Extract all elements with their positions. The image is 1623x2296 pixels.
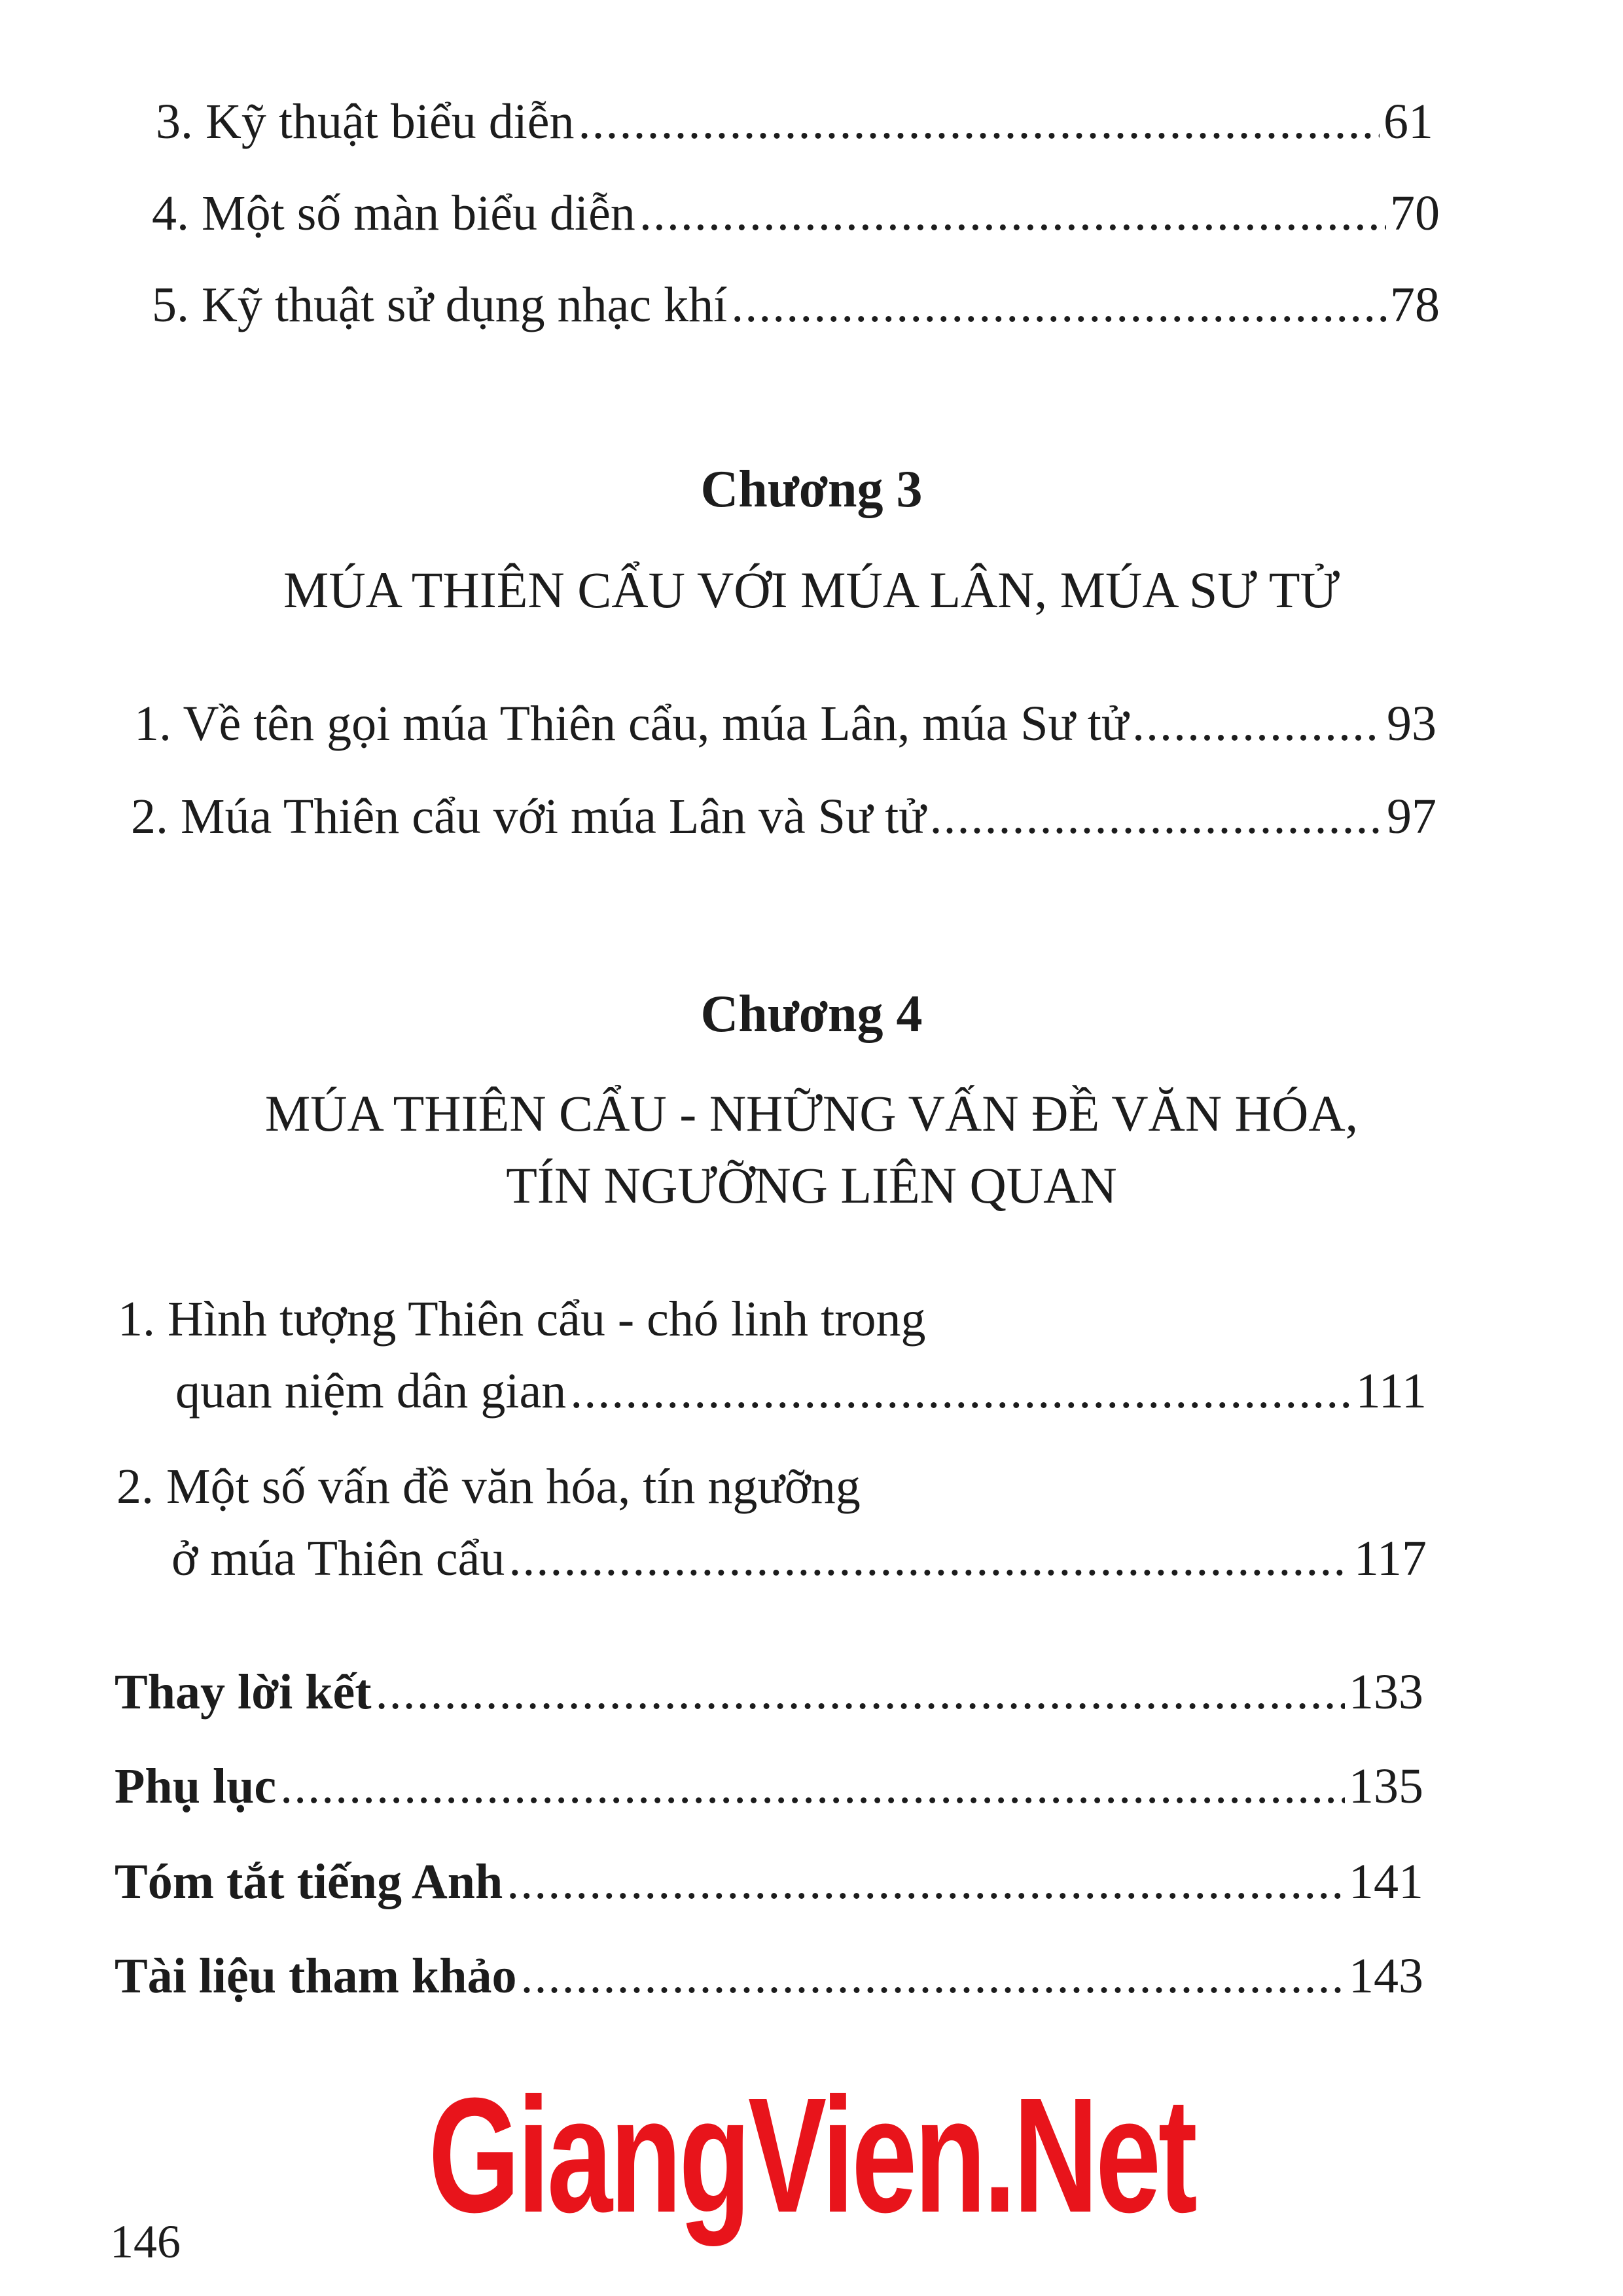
dot-leader [929, 792, 1383, 841]
page-number: 146 [110, 2216, 181, 2268]
toc-entry-page: 143 [1349, 1949, 1423, 2004]
toc-entry [115, 1949, 1423, 2004]
toc-entry [115, 1759, 1423, 1814]
toc-entry [152, 277, 1440, 332]
toc-entry-title: 3. Kỹ thuật biểu diễn [156, 94, 575, 149]
dot-leader [639, 188, 1386, 238]
toc-entry-title-continued: ở múa Thiên cẩu [171, 1531, 505, 1586]
toc-entry-title: Phụ lục [115, 1759, 277, 1814]
toc-entry-page: 61 [1383, 94, 1433, 149]
toc-entry-page: 133 [1349, 1665, 1423, 1720]
toc-entry-title: 2. Múa Thiên cẩu với múa Lân và Sư tử [131, 789, 926, 844]
dot-leader [508, 1534, 1349, 1583]
toc-entry-title: 1. Hình tượng Thiên cẩu - chó linh trong [118, 1292, 926, 1347]
dot-leader [280, 1761, 1345, 1811]
toc-entry-title-continued: quan niệm dân gian [175, 1364, 567, 1419]
toc-entry-title: 5. Kỹ thuật sử dụng nhạc khí [152, 277, 728, 332]
chapter-4-label: Chương 4 [700, 985, 923, 1043]
toc-entry-title: Thay lời kết [115, 1665, 372, 1720]
toc-entry-page: 93 [1387, 696, 1436, 751]
toc-entry [115, 1665, 1423, 1720]
toc-entry-title: Tóm tắt tiếng Anh [115, 1854, 503, 1909]
toc-entry-title: 2. Một số vấn đề văn hóa, tín ngưỡng [116, 1459, 861, 1514]
toc-entry [131, 789, 1436, 844]
dot-leader [507, 1857, 1345, 1907]
toc-entry-page: 70 [1390, 186, 1440, 241]
toc-entry-page: 135 [1349, 1759, 1423, 1814]
chapter-3-title: MÚA THIÊN CẨU VỚI MÚA LÂN, MÚA SƯ TỬ [283, 561, 1340, 618]
toc-entry [156, 94, 1433, 149]
toc-entry-title: 4. Một số màn biểu diễn [152, 186, 635, 241]
toc-entry-page: 117 [1353, 1531, 1427, 1586]
dot-leader [731, 280, 1386, 330]
toc-entry-page: 97 [1387, 789, 1436, 844]
dot-leader [520, 1951, 1345, 2001]
toc-entry [175, 1364, 1427, 1419]
toc-entry-title: Tài liệu tham khảo [115, 1949, 517, 2004]
watermark: GiangVien.Net [428, 2064, 1195, 2246]
chapter-3-label: Chương 3 [700, 461, 923, 518]
chapter-4-title-line1: MÚA THIÊN CẨU - NHỮNG VẤN ĐỀ VĂN HÓA, [264, 1085, 1359, 1142]
chapter-4-title-line2: TÍN NGƯỠNG LIÊN QUAN [506, 1157, 1117, 1214]
toc-entry-title: 1. Về tên gọi múa Thiên cẩu, múa Lân, múa Sư tử [134, 696, 1129, 751]
toc-entry-page: 78 [1390, 277, 1440, 332]
toc-entry [152, 186, 1440, 241]
toc-entry [115, 1854, 1423, 1909]
dot-leader [570, 1366, 1351, 1416]
toc-entry-page: 141 [1349, 1854, 1423, 1909]
toc-entry-page: 111 [1355, 1364, 1427, 1419]
toc-entry [171, 1531, 1427, 1586]
dot-leader [376, 1667, 1345, 1717]
dot-leader [579, 97, 1380, 147]
dot-leader [1132, 699, 1383, 749]
toc-entry [134, 696, 1436, 751]
